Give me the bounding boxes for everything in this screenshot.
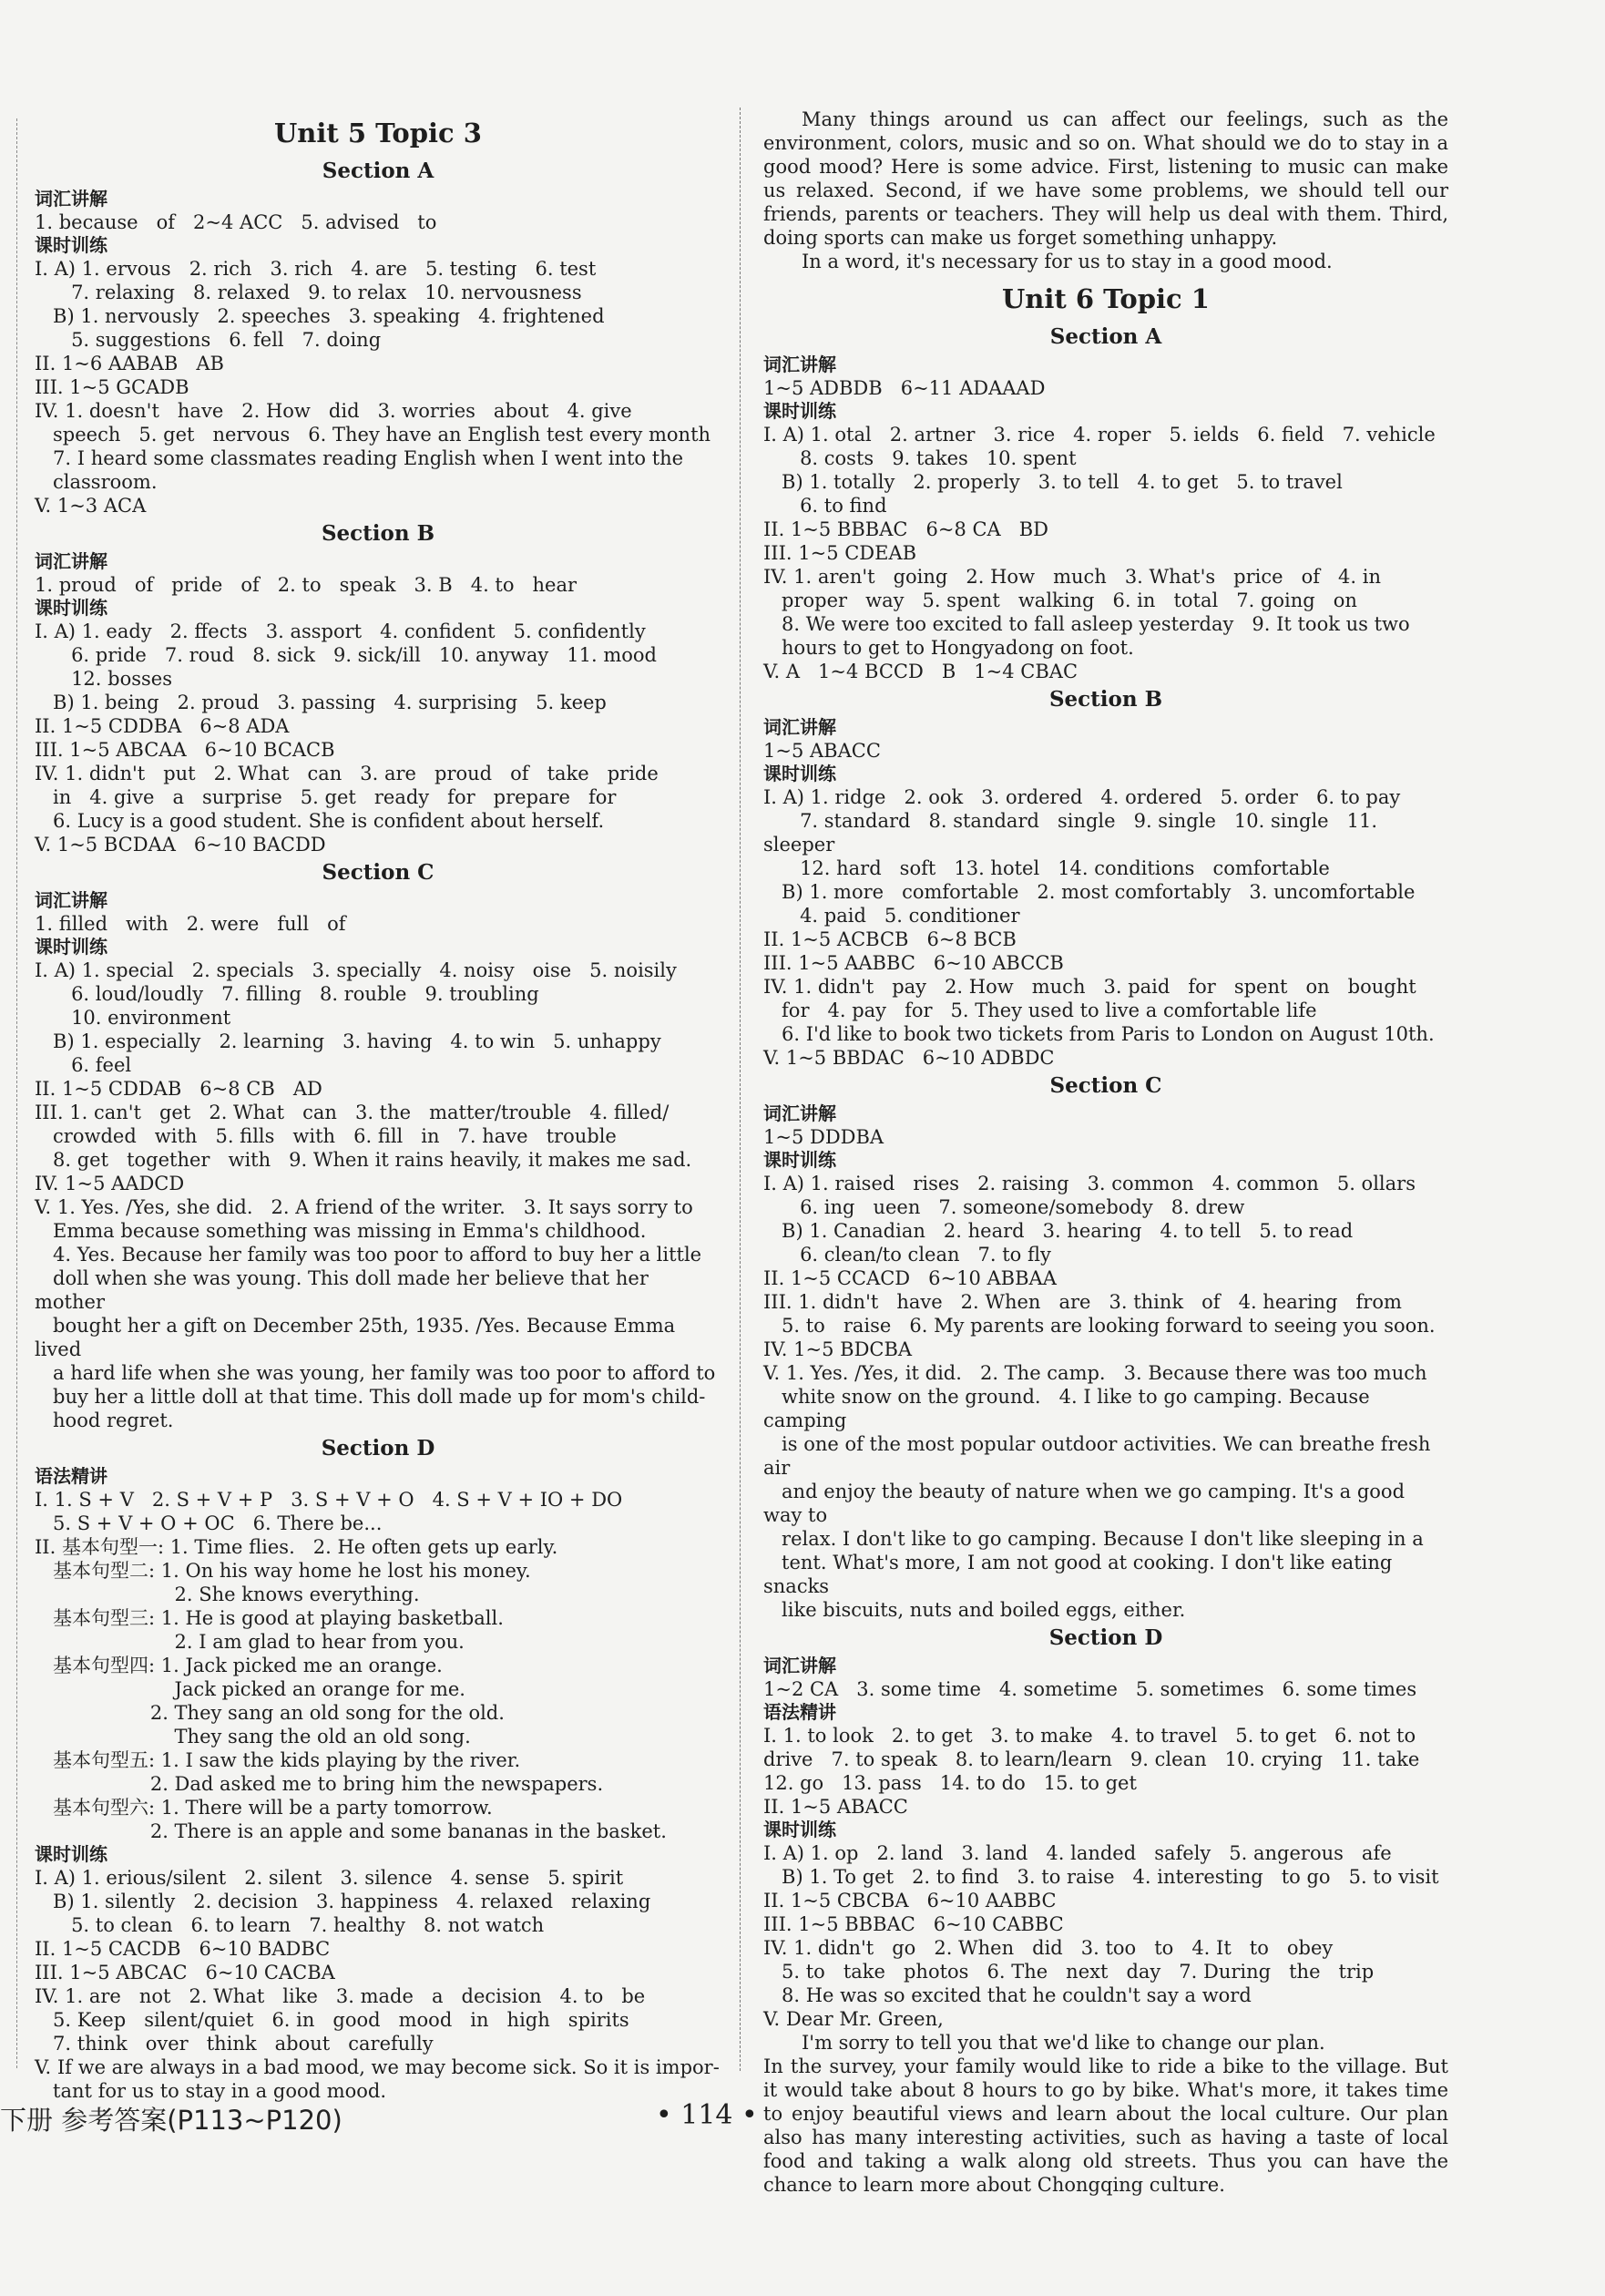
section-d-title-left: Section D bbox=[321, 1436, 435, 1461]
answer-line: V. 1. Yes. /Yes, she did. 2. A friend of the writer. 3. It says sorry to bbox=[35, 1196, 693, 1218]
left-column bbox=[35, 108, 721, 2103]
answer-line: 8. get together with 9. When it rains heavily, it makes me sad. bbox=[35, 1149, 692, 1171]
answer-line: II. 1~5 CACDB 6~10 BADBC bbox=[35, 1938, 331, 1960]
unit-title-right: Unit 6 Topic 1 bbox=[1002, 283, 1210, 314]
answer-line: III. 1~5 ABCAC 6~10 CACBA bbox=[35, 1962, 335, 1983]
answer-line: I. A) 1. ervous 2. rich 3. rich 4. are 5. testing 6. test bbox=[35, 258, 597, 280]
answer-line: 6. pride 7. roud 8. sick 9. sick/ill 10. anyway 11. mood bbox=[35, 644, 657, 666]
answer-line: IV. 1~5 BDCBA bbox=[763, 1338, 913, 1360]
answer-line: a hard life when she was young, her family was too poor to afford to bbox=[35, 1362, 716, 1384]
section-b-title-right: Section B bbox=[1048, 687, 1163, 712]
answer-line: II. 1~6 AABAB AB bbox=[35, 353, 224, 374]
answer-line: III. 1~5 GCADB bbox=[35, 376, 189, 398]
answer-line: hours to get to Hongyadong on foot. bbox=[763, 637, 1134, 659]
answer-line: III. 1. didn't have 2. When are 3. think of 4. hearing from bbox=[763, 1291, 1402, 1313]
subsection-heading: 课时训练 bbox=[763, 763, 836, 784]
answer-line: II. 1~5 CBCBA 6~10 AABBC bbox=[763, 1890, 1057, 1912]
section-c-body-left bbox=[35, 889, 721, 1432]
answer-line: They sang the old an old song. bbox=[35, 1726, 471, 1748]
section-c-title-left: Section C bbox=[322, 860, 434, 885]
answer-line: bought her a gift on December 25th, 1935. /Yes. Because Emma lived bbox=[35, 1315, 681, 1360]
answer-line: 1~2 CA 3. some time 4. sometime 5. sometimes 6. some times bbox=[763, 1678, 1417, 1700]
answer-line: classroom. bbox=[35, 471, 158, 493]
subsection-heading: 课时训练 bbox=[763, 400, 836, 422]
answer-line: V. 1~5 BCDAA 6~10 BACDD bbox=[35, 834, 326, 856]
answer-line: III. 1~5 BBBAC 6~10 CABBC bbox=[763, 1913, 1064, 1935]
letter-body: I'm sorry to tell you that we'd like to change our plan. In the survey, your family would like to ride a bike to the village. But it would take about 8 hours to go by bike. What's more, it takes time to enjoy beautiful views and learn about the local culture. Our plan also has many interesting activities, such as having a taste of local food and taking a walk along old streets. Thus you can have the chance to learn more about Chongqing culture. bbox=[763, 2032, 1448, 2196]
answer-line: III. 1~5 AABBC 6~10 ABCCB bbox=[763, 952, 1064, 974]
subsection-heading: 词汇讲解 bbox=[35, 550, 107, 572]
answer-line: 4. Yes. Because her family was too poor to afford to buy her a little bbox=[35, 1244, 702, 1266]
answer-line: II. 1~5 BBBAC 6~8 CA BD bbox=[763, 518, 1049, 540]
answer-line: 6. loud/loudly 7. filling 8. rouble 9. troubling bbox=[35, 983, 539, 1005]
answer-line: crowded with 5. fills with 6. fill in 7. have trouble bbox=[35, 1125, 617, 1147]
answer-line: I. A) 1. ridge 2. ook 3. ordered 4. ordered 5. order 6. to pay bbox=[763, 786, 1401, 808]
left-margin-rule bbox=[16, 118, 17, 2068]
subsection-heading: 课时训练 bbox=[35, 936, 107, 958]
answer-line: IV. 1. doesn't have 2. How did 3. worries about 4. give bbox=[35, 400, 632, 422]
section-b-body-left bbox=[35, 550, 721, 856]
answer-line: II. 1~5 CDDAB 6~8 CB AD bbox=[35, 1078, 322, 1100]
right-column bbox=[763, 108, 1448, 2197]
answer-line: II. 1~5 ABACC bbox=[763, 1796, 908, 1818]
answer-line: 2. There is an apple and some bananas in the basket. bbox=[35, 1820, 667, 1842]
answer-line: 8. We were too excited to fall asleep yesterday 9. It took us two bbox=[763, 613, 1410, 635]
section-c-title-right: Section C bbox=[1049, 1073, 1162, 1098]
footer-label: 下册 参考答案(P113~P120) bbox=[0, 2105, 342, 2136]
answer-line: proper way 5. spent walking 6. in total 7. going on bbox=[763, 589, 1357, 611]
section-c-body-right bbox=[763, 1102, 1448, 1622]
answer-line: 6. clean/to clean 7. to fly bbox=[763, 1244, 1051, 1266]
answer-line: 基本句型三: 1. He is good at playing basketball. bbox=[35, 1607, 504, 1629]
answer-line: 4. paid 5. conditioner bbox=[763, 905, 1020, 927]
section-b-title-left: Section B bbox=[321, 521, 435, 546]
answer-line: II. 1~5 CDDBA 6~8 ADA bbox=[35, 715, 290, 737]
answer-line: B) 1. silently 2. decision 3. happiness 4. relaxed relaxing bbox=[35, 1891, 651, 1912]
section-d-title-right: Section D bbox=[1048, 1625, 1163, 1650]
answer-line: I. A) 1. otal 2. artner 3. rice 4. roper 5. ields 6. field 7. vehicle bbox=[763, 424, 1436, 446]
answer-line: V. 1. Yes. /Yes, it did. 2. The camp. 3. Because there was too much bbox=[763, 1362, 1427, 1384]
answer-line: B) 1. nervously 2. speeches 3. speaking 4. frightened bbox=[35, 305, 605, 327]
answer-line: B) 1. being 2. proud 3. passing 4. surprising 5. keep bbox=[35, 692, 607, 713]
answer-line: 12. go 13. pass 14. to do 15. to get bbox=[763, 1772, 1137, 1794]
subsection-heading: 课时训练 bbox=[35, 597, 107, 619]
answer-line: I. A) 1. eady 2. ffects 3. assport 4. confident 5. confidently bbox=[35, 620, 646, 642]
answer-line: III. 1~5 ABCAA 6~10 BCACB bbox=[35, 739, 335, 761]
answer-line: and enjoy the beauty of nature when we go camping. It's a good way to bbox=[763, 1481, 1411, 1526]
answer-line: Jack picked an orange for me. bbox=[35, 1678, 465, 1700]
answer-line: V. 1~3 ACA bbox=[35, 495, 147, 517]
essay-block bbox=[763, 108, 1448, 273]
answer-line: V. A 1~4 BCCD B 1~4 CBAC bbox=[763, 661, 1079, 682]
subsection-heading: 课时训练 bbox=[763, 1819, 836, 1840]
section-a-title-left: Section A bbox=[322, 159, 434, 183]
answer-line: buy her a little doll at that time. This doll made up for mom's child- bbox=[35, 1386, 706, 1408]
answer-line: 7. standard 8. standard single 9. single 10. single 11. sleeper bbox=[763, 810, 1384, 856]
answer-line: Emma because something was missing in Emma's childhood. bbox=[35, 1220, 647, 1242]
subsection-heading: 课时训练 bbox=[763, 1149, 836, 1171]
answer-line: V. 1~5 BBDAC 6~10 ADBDC bbox=[763, 1047, 1055, 1069]
answer-line: IV. 1. didn't pay 2. How much 3. paid for spent on bought bbox=[763, 976, 1416, 998]
answer-line: 1. proud of pride of 2. to speak 3. B 4. to hear bbox=[35, 574, 578, 596]
answer-line: 6. I'd like to book two tickets from Paris to London on August 10th. bbox=[763, 1023, 1435, 1045]
section-a-body-right bbox=[763, 354, 1448, 683]
section-a-body-left bbox=[35, 188, 721, 518]
answer-line: II. 1~5 CCACD 6~10 ABBAA bbox=[763, 1267, 1057, 1289]
subsection-heading: 词汇讲解 bbox=[763, 1102, 836, 1124]
answer-line: 2. They sang an old song for the old. bbox=[35, 1702, 505, 1724]
column-divider bbox=[740, 108, 741, 2071]
answer-line: B) 1. totally 2. properly 3. to tell 4. to get 5. to travel bbox=[763, 471, 1343, 493]
answer-line: 6. ing ueen 7. someone/somebody 8. drew bbox=[763, 1196, 1245, 1218]
answer-line: speech 5. get nervous 6. They have an English test every month bbox=[35, 424, 711, 446]
answer-line: tant for us to stay in a good mood. bbox=[35, 2080, 387, 2102]
answer-line: 5. S + V + O + OC 6. There be... bbox=[35, 1512, 383, 1534]
answer-line: 1~5 ADBDB 6~11 ADAAAD bbox=[763, 377, 1046, 399]
answer-line: B) 1. Canadian 2. heard 3. hearing 4. to tell 5. to read bbox=[763, 1220, 1354, 1242]
answer-line: 5. suggestions 6. fell 7. doing bbox=[35, 329, 382, 351]
essay-paragraph: In a word, it's necessary for us to stay in a good mood. bbox=[802, 251, 1333, 272]
answer-line: 7. relaxing 8. relaxed 9. to relax 10. nervousness bbox=[35, 282, 582, 303]
answer-line: relax. I don't like to go camping. Because I don't like sleeping in a bbox=[763, 1528, 1424, 1550]
answer-line: 2. I am glad to hear from you. bbox=[35, 1631, 465, 1653]
answer-line: I. A) 1. op 2. land 3. land 4. landed safely 5. angerous afe bbox=[763, 1842, 1392, 1864]
answer-line: B) 1. To get 2. to find 3. to raise 4. interesting to go 5. to visit bbox=[763, 1866, 1439, 1888]
answer-line: IV. 1. didn't go 2. When did 3. too to 4. It to obey bbox=[763, 1937, 1334, 1959]
answer-line: 5. to clean 6. to learn 7. healthy 8. not watch bbox=[35, 1914, 545, 1936]
subsection-heading: 词汇讲解 bbox=[35, 889, 107, 911]
answer-line: 12. hard soft 13. hotel 14. conditions comfortable bbox=[763, 857, 1330, 879]
answer-line: I. A) 1. raised rises 2. raising 3. common 4. common 5. ollars bbox=[763, 1173, 1416, 1194]
answer-line: 1. filled with 2. were full of bbox=[35, 913, 346, 935]
answer-line: 12. bosses bbox=[35, 668, 172, 690]
answer-line: 6. to find bbox=[763, 495, 887, 517]
answer-line: 6. feel bbox=[35, 1054, 132, 1076]
answer-line: white snow on the ground. 4. I like to go camping. Because camping bbox=[763, 1386, 1376, 1431]
answer-line: I. 1. S + V 2. S + V + P 3. S + V + O 4. S + V + IO + DO bbox=[35, 1489, 623, 1511]
answer-line: 5. Keep silent/quiet 6. in good mood in high spirits bbox=[35, 2009, 629, 2031]
answer-line: 基本句型六: 1. There will be a party tomorrow. bbox=[35, 1797, 493, 1819]
answer-line: 2. She knows everything. bbox=[35, 1584, 420, 1605]
answer-line: II. 1~5 ACBCB 6~8 BCB bbox=[763, 928, 1017, 950]
answer-line: 1. because of 2~4 ACC 5. advised to bbox=[35, 211, 437, 233]
unit-title-left: Unit 5 Topic 3 bbox=[274, 118, 482, 149]
answer-line: V. Dear Mr. Green, bbox=[763, 2008, 944, 2030]
answer-line: doll when she was young. This doll made her believe that her mother bbox=[35, 1267, 655, 1313]
answer-line: 6. Lucy is a good student. She is confident about herself. bbox=[35, 810, 605, 832]
answer-line: hood regret. bbox=[35, 1409, 174, 1431]
answer-line: 8. He was so excited that he couldn't say a word bbox=[763, 1984, 1252, 2006]
subsection-heading: 词汇讲解 bbox=[763, 354, 836, 375]
subsection-heading: 课时训练 bbox=[35, 1843, 107, 1865]
subsection-heading: 语法精讲 bbox=[35, 1465, 107, 1487]
section-a-title-right: Section A bbox=[1049, 324, 1162, 349]
answer-line: 基本句型二: 1. On his way home he lost his money. bbox=[35, 1560, 531, 1582]
answer-line: B) 1. especially 2. learning 3. having 4. to win 5. unhappy bbox=[35, 1030, 661, 1052]
answer-line: B) 1. more comfortable 2. most comfortably 3. uncomfortable bbox=[763, 881, 1416, 903]
subsection-heading: 词汇讲解 bbox=[763, 1655, 836, 1676]
answer-line: I. A) 1. erious/silent 2. silent 3. silence 4. sense 5. spirit bbox=[35, 1867, 624, 1889]
section-d-body-right bbox=[763, 1655, 1448, 2031]
answer-line: 8. costs 9. takes 10. spent bbox=[763, 447, 1077, 469]
answer-line: 基本句型五: 1. I saw the kids playing by the river. bbox=[35, 1749, 521, 1771]
answer-line: 7. I heard some classmates reading English when I went into the bbox=[35, 447, 684, 469]
section-b-body-right bbox=[763, 716, 1448, 1070]
answer-line: 1~5 DDDBA bbox=[763, 1126, 884, 1148]
answer-line: III. 1~5 CDEAB bbox=[763, 542, 917, 564]
subsection-heading: 语法精讲 bbox=[763, 1701, 836, 1723]
section-d-body-left bbox=[35, 1465, 721, 2103]
answer-line: drive 7. to speak 8. to learn/learn 9. clean 10. crying 11. take bbox=[763, 1748, 1420, 1770]
page-number: • 114 • bbox=[656, 2099, 758, 2131]
answer-line: 5. to raise 6. My parents are looking forward to seeing you soon. bbox=[763, 1315, 1436, 1337]
essay-paragraph: Many things around us can affect our feelings, such as the environment, colors, music and so on. What should we do to stay in a good mood? Here is some advice. First, listening to music can make us relaxed. Second, if we have some problems, we should tell our friends, parents or teachers. They will help us deal with them. Third, doing sports can make us forget something unhappy. bbox=[763, 108, 1448, 249]
answer-line: in 4. give a surprise 5. get ready for prepare for bbox=[35, 786, 617, 808]
answer-line: IV. 1. didn't put 2. What can 3. are proud of take pride bbox=[35, 763, 659, 784]
answer-line: 5. to take photos 6. The next day 7. During the trip bbox=[763, 1961, 1375, 1983]
answer-line: like biscuits, nuts and boiled eggs, either. bbox=[763, 1599, 1186, 1621]
answer-line: IV. 1. are not 2. What like 3. made a decision 4. to be bbox=[35, 1985, 646, 2007]
answer-line: 7. think over think about carefully bbox=[35, 2033, 434, 2055]
answer-line: for 4. pay for 5. They used to live a comfortable life bbox=[763, 999, 1317, 1021]
subsection-heading: 词汇讲解 bbox=[35, 188, 107, 210]
answer-line: III. 1. can't get 2. What can 3. the matter/trouble 4. filled/ bbox=[35, 1102, 670, 1123]
answer-line: 基本句型四: 1. Jack picked me an orange. bbox=[35, 1655, 443, 1676]
answer-line: V. If we are always in a bad mood, we may become sick. So it is impor- bbox=[35, 2056, 720, 2078]
answer-line: tent. What's more, I am not good at cooking. I don't like eating snacks bbox=[763, 1552, 1399, 1597]
answer-line: is one of the most popular outdoor activities. We can breathe fresh air bbox=[763, 1433, 1437, 1479]
answer-line: IV. 1~5 AADCD bbox=[35, 1173, 185, 1194]
subsection-heading: 词汇讲解 bbox=[763, 716, 836, 738]
answer-line: II. 基本句型一: 1. Time flies. 2. He often gets up early. bbox=[35, 1536, 558, 1558]
answer-line: 2. Dad asked me to bring him the newspapers. bbox=[35, 1773, 604, 1795]
answer-line: 1~5 ABACC bbox=[763, 740, 881, 762]
answer-line: I. A) 1. special 2. specials 3. specially 4. noisy oise 5. noisily bbox=[35, 959, 677, 981]
answer-line: IV. 1. aren't going 2. How much 3. What's price of 4. in bbox=[763, 566, 1381, 588]
answer-line: 10. environment bbox=[35, 1007, 231, 1029]
answer-line: I. 1. to look 2. to get 3. to make 4. to travel 5. to get 6. not to bbox=[763, 1725, 1416, 1747]
subsection-heading: 课时训练 bbox=[35, 234, 107, 256]
